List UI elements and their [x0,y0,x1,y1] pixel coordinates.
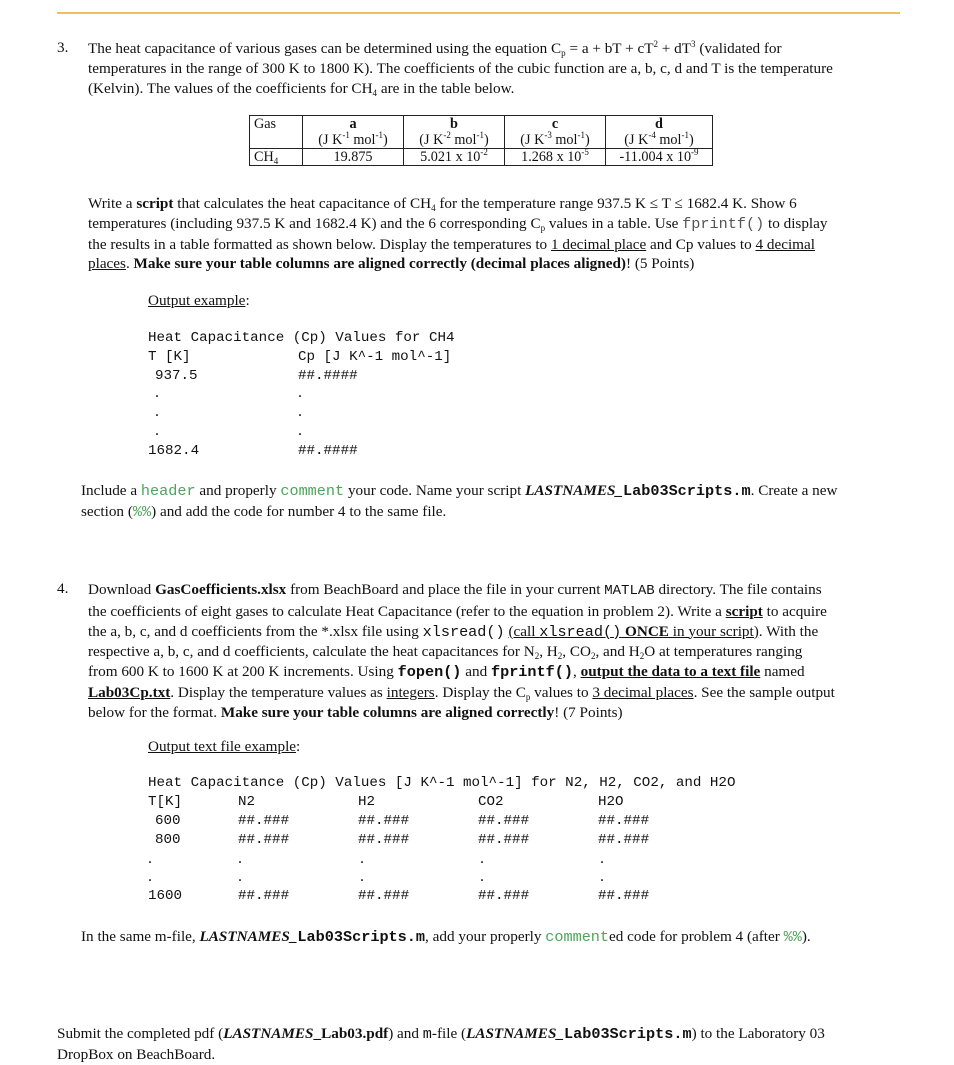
ellipsis-dot: . [238,868,242,885]
ellipsis-dot: . [480,868,484,885]
value-b: 5.021 x $10^{-2}$ [404,149,505,166]
output-4-row3-t: 1600 [148,888,183,904]
output-4-cell: ##.### [358,888,410,904]
ellipsis-dot: . [600,850,604,867]
header-d: d [606,116,713,133]
problem-3-instructions: Write a script that calculates the heat capacitance of $CH_4$ for the temperature range 937.5 K ≤ T ≤ 1682.4 K. Show 6 temperatures (including 937.5 K and 1682.4 K) and the 6 corresponding $C_p$ values in a table. Use fprintf() to display the results in a table formatted as shown below. Display the temperatures to 1 decimal place and Cp values to 4 decimal places. Make sure your table columns are aligned correctly (decimal places aligned)! (5 Points) [88,195,828,273]
top-divider [57,12,900,14]
output-4-header-co2: CO2 [478,794,504,810]
output-4-cell: ##.### [238,888,290,904]
output-4-cell: ##.### [478,888,530,904]
output-4-header-t: T[K] [148,794,183,810]
output-4-row1-t: 600 [155,813,181,829]
value-a: 19.875 [303,149,404,166]
output-4-header-h2: H2 [358,794,376,810]
ellipsis-dot: . [360,868,364,885]
ellipsis-dot: . [238,850,242,867]
ellipsis-dot: . [155,422,159,439]
problem-3-intro: The heat capacitance of various gases can be determined using the equation $C_p = a$ + bT + $cT^2 + dT^3$ (validated for temperatures in the range of 300 K to 1800 K). The coefficients of the cubic function are a, b, c, d and T is the temperature (Kelvin). The values of the coefficients for $CH_4$ are in the table below. [88,39,833,98]
output-4-cell: ##.### [598,832,650,848]
problem-4-footer: In the same m-file, LASTNAMES_Lab03Scripts.m, add your properly commented code for problem 4 (after %%). [81,928,811,946]
header-c: c [505,116,606,133]
submission-instructions: Submit the completed pdf (LASTNAMES_Lab03.pdf) and m-file (LASTNAMES_Lab03Scripts.m) to the Laboratory 03 DropBox on BeachBoard. [57,1025,825,1063]
coefficient-table [249,115,713,166]
output-3-header-cp: Cp [J K^-1 mol^-1] [298,349,452,365]
unit-d: (J $K^{-4}$ mol$^{-1}$) [606,132,713,149]
output-3-header-t: T [K] [148,349,191,365]
problem-3-include: Include a header and properly comment your code. Name your script LASTNAMES_Lab03Scripts.m. Create a new section (%%) and add the code for number 4 to the same file. [81,482,838,521]
value-d: -11.004 x $10^{-9}$ [606,149,713,166]
output-3-row2-t: 1682.4 [148,443,200,459]
unit-a: (J $K^{-1}$ mol$^{-1}$) [303,132,404,149]
output-4-cell: ##.### [598,888,650,904]
output-3-row1-t: 937.5 [155,368,198,384]
output-3-row1-cp: ##.#### [298,368,358,384]
output-4-cell: ##.### [478,832,530,848]
output-4-cell: ##.### [238,813,290,829]
ellipsis-dot: . [155,403,159,420]
value-c: 1.268 x $10^{-5}$ [505,149,606,166]
output-3-title: Heat Capacitance (Cp) Values for CH4 [148,330,455,346]
problem-4-intro: Download GasCoefficients.xlsx from BeachBoard and place the file in your current MATLAB directory. The file contains the coefficients of eight gases to calculate Heat Capacitance (refer to the equation in problem 2). Write a script to acquire the a, b, c, and d coefficients from the *.xlsx file using xlsread() (call xlsread() ONCE in your script). With the respective a, b, c, and d coefficients, calculate the heat capacitances for $N_2$, $H_2$, $CO_2$, and $H_2O$ at temperatures ranging from 600 K to 1600 K at 200 K increments. Using fopen() and fprintf(), output the data to a text file named Lab03Cp.txt. Display the temperature values as integers. Display the $C_p$ values to 3 decimal places. See the sample output below for the format. Make sure your table columns are aligned correctly! (7 Points) [88,581,835,721]
unit-c: (J $K^{-3}$ mol$^{-1}$) [505,132,606,149]
ellipsis-dot: . [298,384,302,401]
output-text-file-label: Output text file example: [148,738,301,755]
ellipsis-dot: . [360,850,364,867]
ellipsis-dot: . [298,403,302,420]
ellipsis-dot: . [480,850,484,867]
output-4-row2-t: 800 [155,832,181,848]
ellipsis-dot: . [600,868,604,885]
output-3-row2-cp: ##.#### [298,443,358,459]
header-a: a [303,116,404,133]
header-gas: Gas [250,116,303,149]
ellipsis-dot: . [148,868,152,885]
problem-3-number: 3. [57,39,69,56]
unit-b: (J $K^{-2}$ mol$^{-1}$) [404,132,505,149]
problem-4-number: 4. [57,580,69,597]
header-b: b [404,116,505,133]
output-example-label: Output example: [148,292,250,309]
output-4-header-h2o: H2O [598,794,624,810]
output-4-cell: ##.### [478,813,530,829]
output-4-cell: ##.### [358,832,410,848]
output-4-cell: ##.### [238,832,290,848]
ellipsis-dot: . [155,384,159,401]
output-4-cell: ##.### [598,813,650,829]
output-4-title: Heat Capacitance (Cp) Values [J K^-1 mol^-1] for N2, H2, CO2, and H2O [148,775,736,791]
output-4-cell: ##.### [358,813,410,829]
output-4-header-n2: N2 [238,794,256,810]
ellipsis-dot: . [148,850,152,867]
gas-name: $CH_4$ [250,149,303,166]
ellipsis-dot: . [298,422,302,439]
